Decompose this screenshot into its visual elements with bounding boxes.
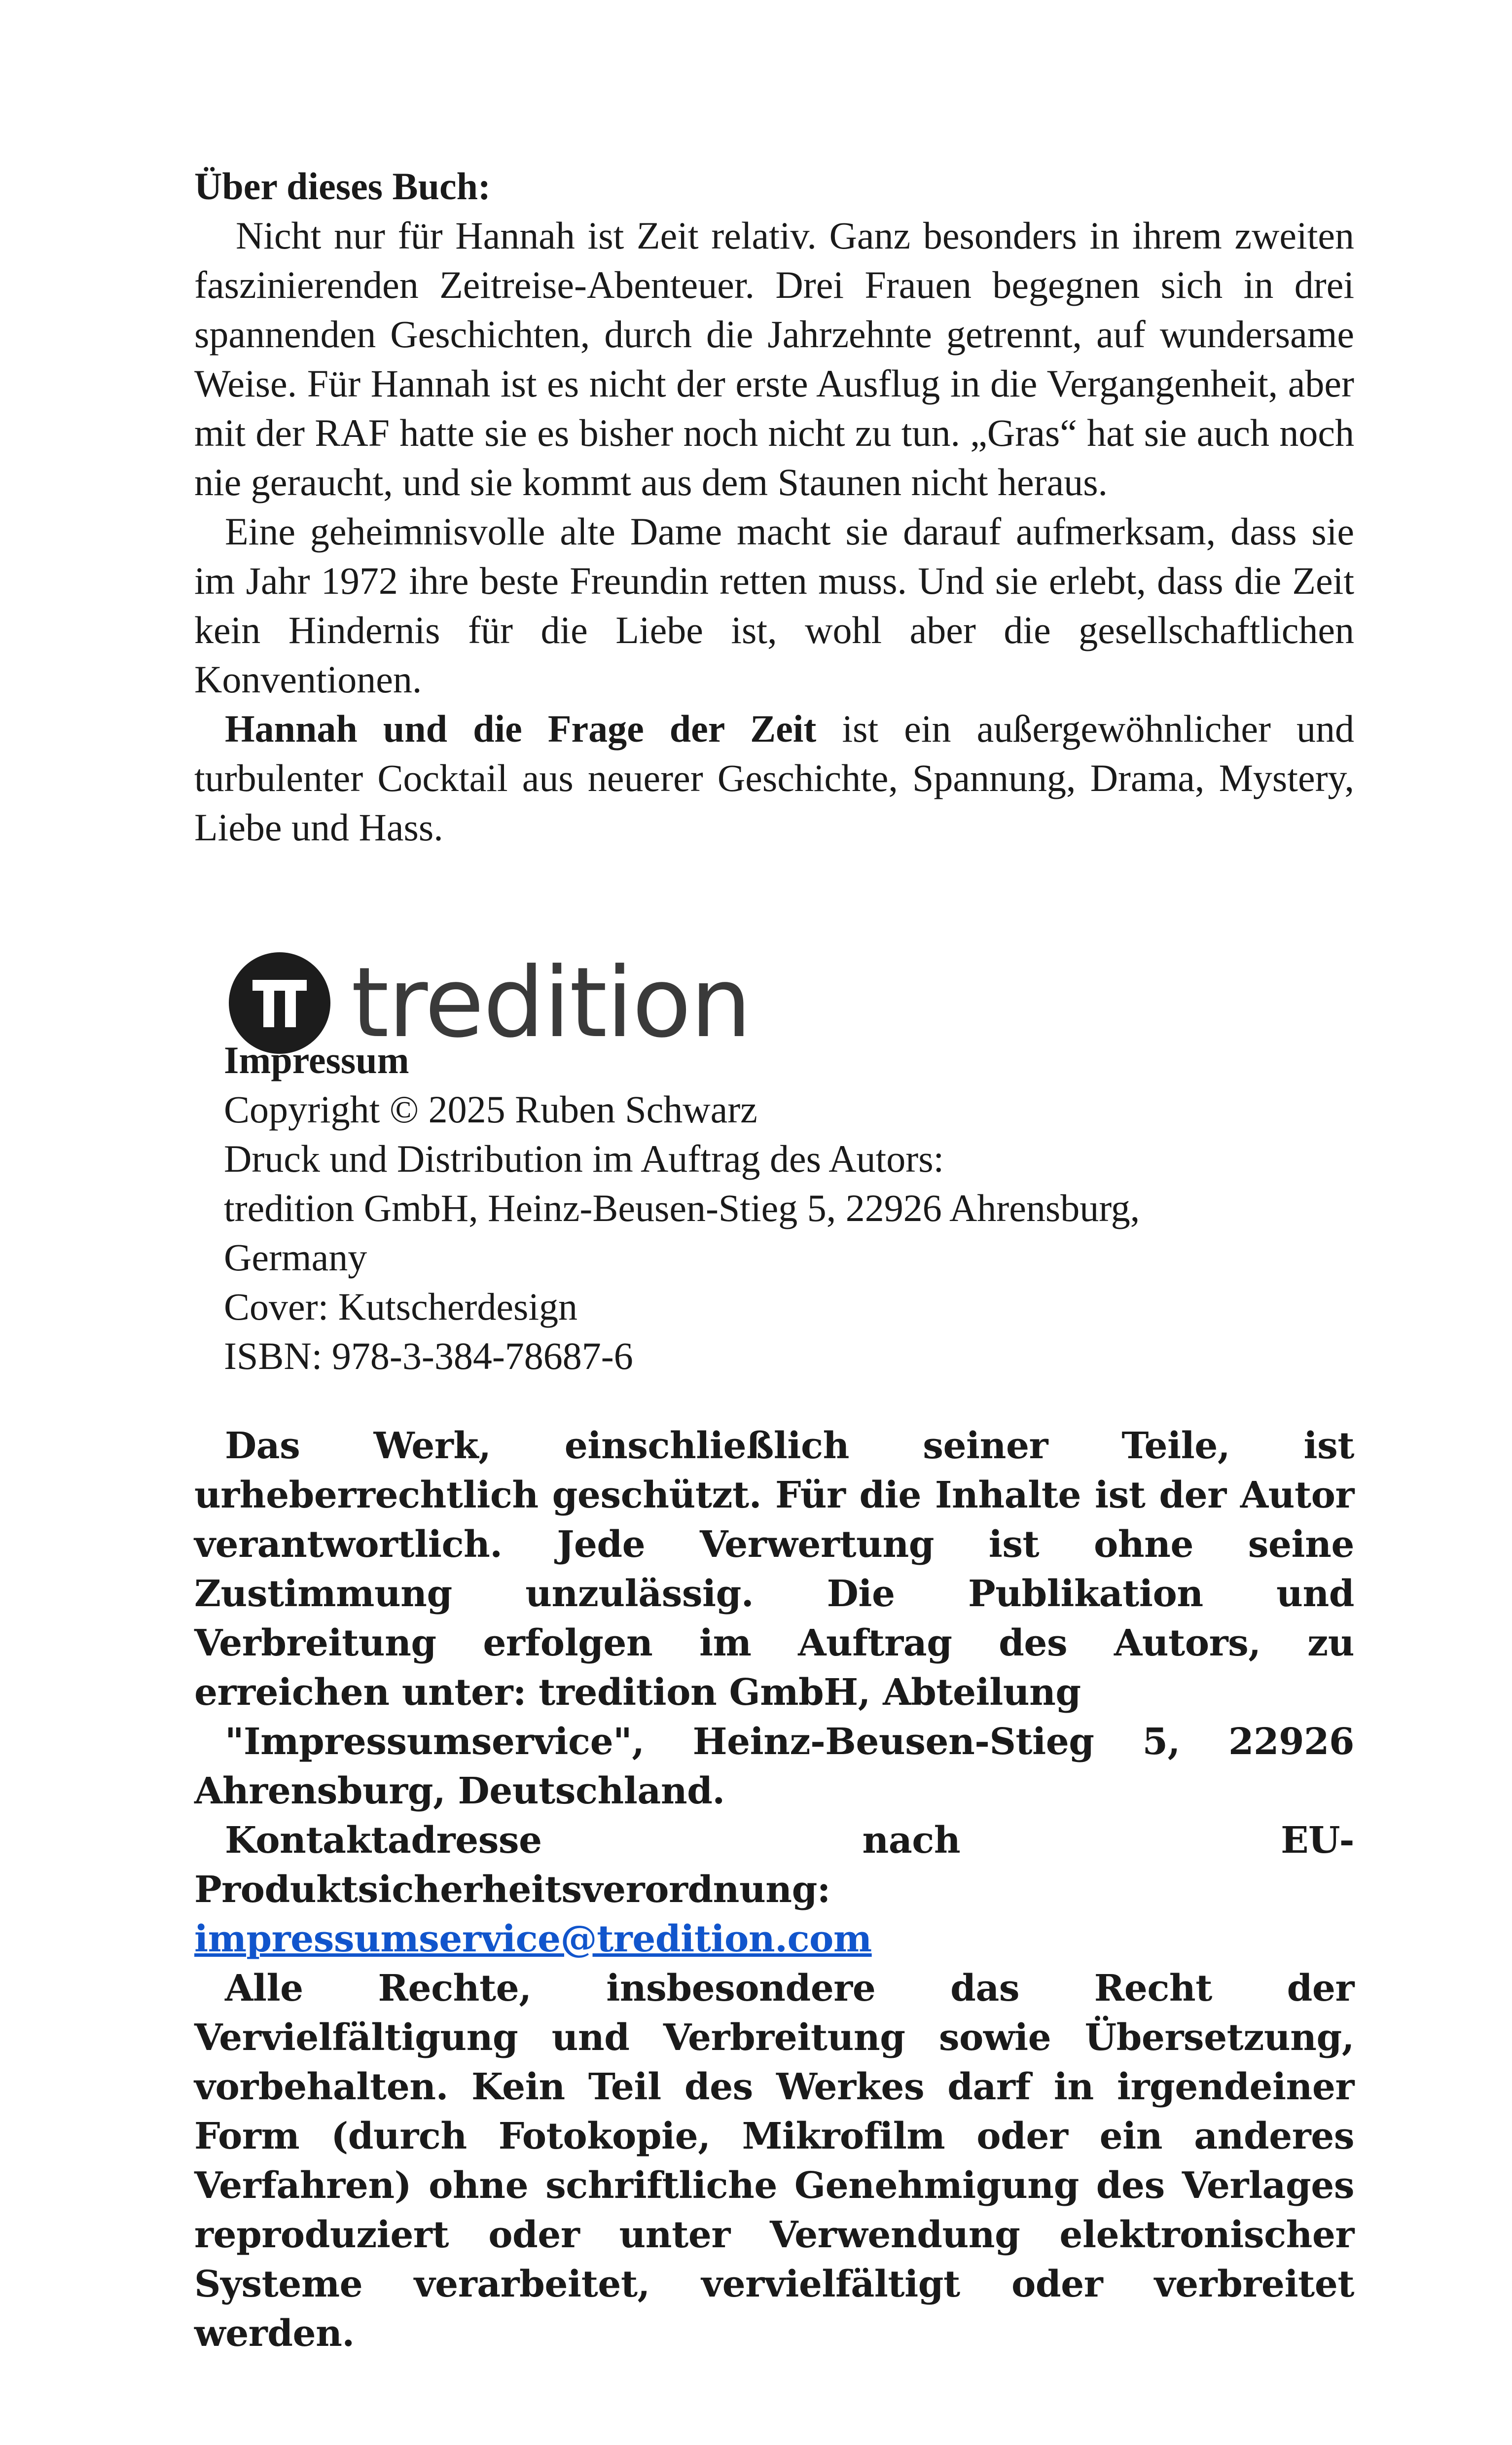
about-section: [194, 162, 1354, 852]
about-paragraph-3: [194, 704, 1354, 852]
rights-paragraph: Alle Rechte, insbesondere das Recht der Vervielfältigung und Verbreitung sowie Übersetzung, vorbehalten. Kein Teil des Werkes darf in irgendeiner Form (durch Fotokopie, Mikrofilm oder ein anderes Verfahren) ohne schriftliche Genehmigung des Verlages reproduziert oder unter Verwendung elektronischer Systeme verarbeitet, vervielfältigt oder verbreitet werden.: [194, 1967, 1354, 2355]
cover-line: Cover: Kutscherdesign: [224, 1285, 578, 1328]
druck-line: Druck und Distribution im Auftrag des Autors:: [224, 1137, 944, 1180]
address-line-2: Germany: [224, 1236, 367, 1279]
impressum-title: Impressum: [224, 1039, 409, 1081]
isbn-line: ISBN: 978-3-384-78687-6: [224, 1334, 633, 1377]
logo-wordmark: tredition: [351, 947, 751, 1059]
copyright-line: Copyright © 2025 Ruben Schwarz: [224, 1088, 757, 1131]
address-line-1: tredition GmbH, Heinz-Beusen-Stieg 5, 22926 Ahrensburg,: [224, 1187, 1140, 1229]
about-paragraph-3-text: ist ein außergewöhnlicher und turbulenter Cocktail aus neuerer Geschichte, Spannung, Drama, Mystery, Liebe und Hass.: [194, 707, 1354, 849]
about-heading: Über dieses Buch:: [194, 165, 491, 208]
email-link[interactable]: impressumservice@tredition.com: [194, 1918, 872, 1960]
contact-heading: Kontaktadresse nach EU-Produktsicherheitsverordnung:: [194, 1819, 1354, 1911]
contact-email-line: [194, 1914, 1354, 1964]
about-paragraph-2: Eine geheimnisvolle alte Dame macht sie darauf aufmerksam, dass sie im Jahr 1972 ihre beste Freundin retten muss. Und sie erlebt, dass die Zeit kein Hindernis für die Liebe ist, wohl aber die gesellschaftlichen Konventionen.: [194, 510, 1354, 701]
legal-paragraph-1b: "Impressumservice", Heinz-Beusen-Stieg 5, 22926 Ahrensburg, Deutschland.: [194, 1721, 1354, 1812]
legal-paragraph-1: Das Werk, einschließlich seiner Teile, ist urheberrechtlich geschützt. Für die Inhalte ist der Autor verantwortlich. Jede Verwertung ist ohne seine Zustimmung unzulässig. Die Publikation und Verbreitung erfolgen im Auftrag des Autors, zu erreichen unter: tredition GmbH, Abteilung: [194, 1425, 1354, 1714]
about-paragraph-1: Nicht nur für Hannah ist Zeit relativ. Ganz besonders in ihrem zweiten faszinierenden Zeitreise-Abenteuer. Drei Frauen begegnen sich in drei spannenden Geschichten, durch die Jahrzehnte getrennt, auf wundersame Weise. Für Hannah ist es nicht der erste Ausflug in die Vergangenheit, aber mit der RAF hatte sie es bisher noch nicht zu tun. „Gras“ hat sie auch noch nie geraucht, und sie kommt aus dem Staunen nicht heraus.: [194, 214, 1354, 503]
impressum-section: [224, 1036, 1358, 1381]
book-title: Hannah und die Frage der Zeit: [225, 707, 817, 750]
legal-section: [194, 1421, 1354, 2358]
